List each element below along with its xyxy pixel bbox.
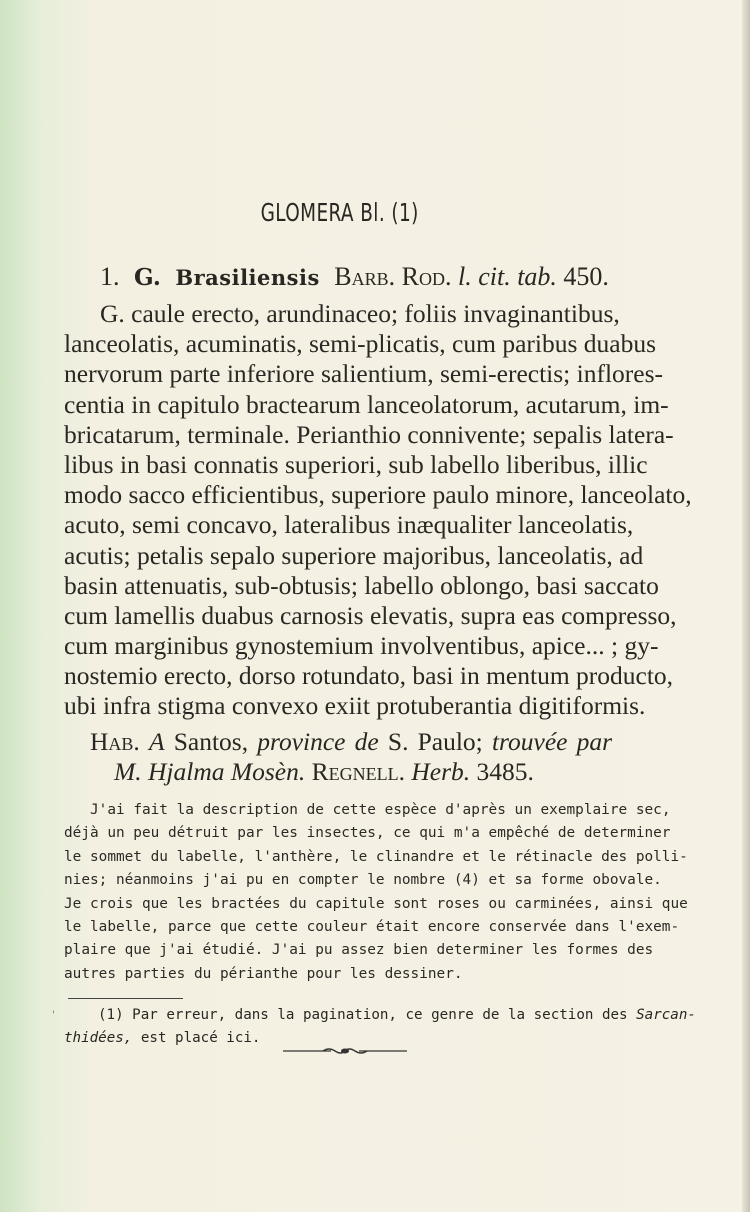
latin-line: nervorum parte inferiore salientium, semi-erectis; inflores- xyxy=(64,359,664,389)
habitat-line-1 xyxy=(90,727,612,757)
latin-line: cum lamellis duabus carnosis elevatis, supra eas compresso, xyxy=(64,600,677,630)
french-line: le sommet du labelle, l'anthère, le clinandre et le rétinacle des polli- xyxy=(64,848,688,865)
footnote-line-1 xyxy=(64,1004,696,1027)
latin-line: nostemio erecto, dorso rotundato, basi in mentum producto, xyxy=(64,661,674,691)
habitat-found: trouvée par xyxy=(491,727,613,756)
species-reference: l. cit. tab. xyxy=(457,262,557,291)
latin-line: lanceolatis, acuminatis, semi-plicatis, cum paribus duabus xyxy=(64,329,657,359)
french-commentary xyxy=(64,799,688,986)
latin-line: cum marginibus gynostemium involventibus, apice... ; gy- xyxy=(64,631,659,661)
species-number: 1. xyxy=(100,262,120,291)
french-line: J'ai fait la description de cette espèce d'après un exemplaire sec, xyxy=(90,802,671,818)
species-author: Barb. Rod. xyxy=(334,262,452,291)
latin-line: ubi infra stigma convexo exiit protuberantia digitiformis. xyxy=(64,691,646,721)
footnote xyxy=(64,1004,696,1051)
genus-heading: GLOMERA Bl. (1) xyxy=(260,198,419,227)
latin-line: modo sacco efficientibus, superiore paulo minore, lanceolato, xyxy=(64,480,692,510)
habitat-line-2 xyxy=(90,757,612,787)
french-line: autres parties du périanthe pour les dessiner. xyxy=(64,965,463,982)
french-line: le labelle, parce que cette couleur était encore conservée dans l'exem- xyxy=(64,918,680,935)
footnote-text: (1) Par erreur, dans la pagination, ce genre de la section des xyxy=(98,1007,628,1023)
latin-line: centia in capitulo bractearum lanceolatorum, acutarum, im- xyxy=(64,389,669,419)
latin-line: G. caule erecto, arundinaceo; foliis invaginantibus, xyxy=(100,299,620,328)
footnote-italic-2: thidées, xyxy=(64,1030,133,1047)
end-ornament xyxy=(283,1046,407,1056)
page-edge xyxy=(742,0,750,1212)
french-line: Je crois que les bractées du capitule sont roses ou carminées, ainsi que xyxy=(64,895,688,912)
species-epithet: Brasiliensis xyxy=(175,265,320,290)
habitat-province: province de xyxy=(257,727,379,756)
footnote-text-end: est placé ici. xyxy=(140,1030,261,1047)
habitat-city: S. Paulo; xyxy=(387,727,483,756)
latin-line: basin attenuatis, sub-obtusis; labello oblongo, basi saccato xyxy=(64,570,659,600)
footnote-italic-1: Sarcan- xyxy=(636,1007,696,1023)
latin-description xyxy=(64,299,692,722)
latin-line: acuto, semi concavo, lateralibus inæqualiter lanceolatis, xyxy=(64,510,634,540)
species-genus: G. xyxy=(134,264,161,291)
herbarium-number: 3485. xyxy=(476,757,534,786)
footnote-rule xyxy=(68,998,183,999)
herbarium-author: Regnell. xyxy=(311,757,405,786)
habitat-paragraph xyxy=(90,727,612,787)
french-line: plaire que j'ai étudié. J'ai pu assez bien determiner les formes des xyxy=(64,942,654,959)
latin-line: acutis; petalis sepalo superiore majoribus, lanceolatis, ad xyxy=(64,540,644,570)
habitat-collector: M. Hjalma Mosèn. xyxy=(114,757,306,786)
species-plate-number: 450. xyxy=(563,262,609,291)
herbarium-label: Herb. xyxy=(411,757,471,786)
latin-line: bricatarum, terminale. Perianthio connivente; sepalis latera- xyxy=(64,419,674,449)
french-line: déjà un peu détruit par les insectes, ce qui m'a empêché de determiner xyxy=(64,825,671,842)
species-heading xyxy=(100,262,620,292)
habitat-label: Hab. xyxy=(90,727,140,756)
habitat-place: Santos, xyxy=(173,727,249,756)
habitat-place-prefix: A xyxy=(148,727,165,756)
french-line: nies; néanmoins j'ai pu en compter le nombre (4) et sa forme obovale. xyxy=(64,872,662,889)
latin-line: libus in basi connatis superiori, sub labello liberibus, illic xyxy=(64,449,648,479)
margin-mark: ' xyxy=(52,1010,55,1021)
